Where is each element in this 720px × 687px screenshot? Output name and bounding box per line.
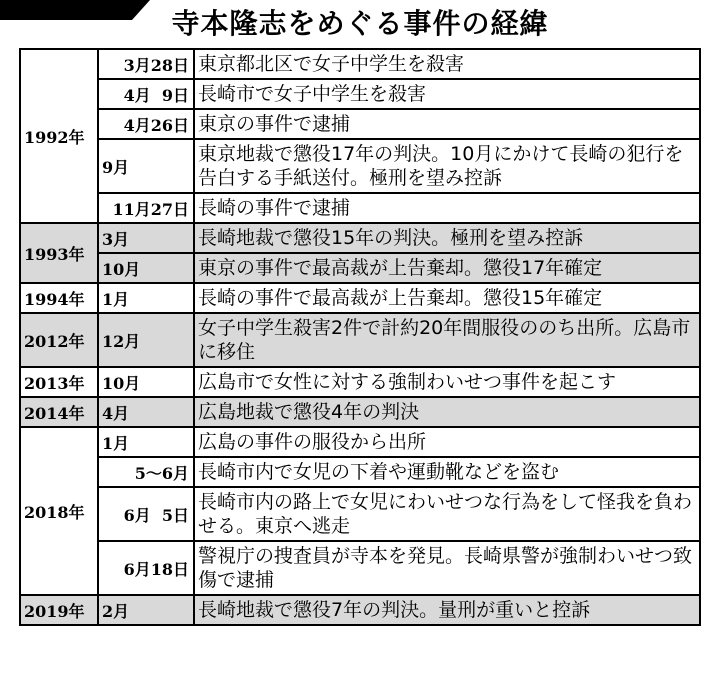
table-row — [20, 283, 700, 313]
event-cell: 東京地裁で懲役17年の判決。10月にかけて長崎の犯行を告白する手紙送付。極刑を望み控訴 — [194, 139, 700, 193]
event-cell: 広島地裁で懲役4年の判決 — [194, 397, 700, 427]
page-title: 寺本隆志をめぐる事件の経緯 — [171, 7, 549, 40]
year-cell: 2013年 — [20, 367, 98, 397]
table-row — [20, 457, 700, 487]
date-cell: 3月 — [98, 223, 194, 253]
event-cell: 長崎の事件で逮捕 — [194, 193, 700, 223]
event-cell: 長崎市で女子中学生を殺害 — [194, 79, 700, 109]
table-row — [20, 79, 700, 109]
event-cell: 東京の事件で最高裁が上告棄却。懲役17年確定 — [194, 253, 700, 283]
date-cell: 10月 — [98, 367, 194, 397]
table-row — [20, 427, 700, 457]
event-cell: 広島の事件の服役から出所 — [194, 427, 700, 457]
date-cell: 9月 — [98, 139, 194, 193]
table-row — [20, 193, 700, 223]
table-row — [20, 253, 700, 283]
event-cell: 長崎地裁で懲役7年の判決。量刑が重いと控訴 — [194, 595, 700, 625]
year-cell: 2012年 — [20, 313, 98, 367]
event-cell: 東京の事件で逮捕 — [194, 109, 700, 139]
date-cell: 1月 — [98, 283, 194, 313]
date-cell: 4月 9日 — [98, 79, 194, 109]
event-cell: 長崎市内で女児の下着や運動靴などを盗む — [194, 457, 700, 487]
year-cell: 1994年 — [20, 283, 98, 313]
date-cell: 4月 — [98, 397, 194, 427]
event-cell: 長崎の事件で最高裁が上告棄却。懲役15年確定 — [194, 283, 700, 313]
table-row — [20, 139, 700, 193]
year-cell: 1993年 — [20, 223, 98, 283]
table-row — [20, 313, 700, 367]
table-row — [20, 367, 700, 397]
date-cell: 5〜6月 — [98, 457, 194, 487]
event-cell: 東京都北区で女子中学生を殺害 — [194, 49, 700, 79]
table-row — [20, 223, 700, 253]
date-cell: 3月28日 — [98, 49, 194, 79]
table-row — [20, 595, 700, 625]
year-cell: 2014年 — [20, 397, 98, 427]
year-cell: 2019年 — [20, 595, 98, 625]
table-row — [20, 541, 700, 595]
chronology-table — [19, 48, 701, 626]
year-cell: 1992年 — [20, 49, 98, 223]
year-cell: 2018年 — [20, 427, 98, 595]
table-row — [20, 49, 700, 79]
date-cell: 1月 — [98, 427, 194, 457]
table-row — [20, 487, 700, 541]
date-cell: 4月26日 — [98, 109, 194, 139]
table-row — [20, 109, 700, 139]
event-cell: 女子中学生殺害2件で計約20年間服役ののち出所。広島市に移住 — [194, 313, 700, 367]
date-cell: 10月 — [98, 253, 194, 283]
event-cell: 長崎地裁で懲役15年の判決。極刑を望み控訴 — [194, 223, 700, 253]
table-row — [20, 397, 700, 427]
date-cell: 12月 — [98, 313, 194, 367]
date-cell: 11月27日 — [98, 193, 194, 223]
event-cell: 警視庁の捜査員が寺本を発見。長崎県警が強制わいせつ致傷で逮捕 — [194, 541, 700, 595]
date-cell: 6月18日 — [98, 541, 194, 595]
date-cell: 6月 5日 — [98, 487, 194, 541]
date-cell: 2月 — [98, 595, 194, 625]
event-cell: 広島市で女性に対する強制わいせつ事件を起こす — [194, 367, 700, 397]
event-cell: 長崎市内の路上で女児にわいせつな行為をして怪我を負わせる。東京へ逃走 — [194, 487, 700, 541]
